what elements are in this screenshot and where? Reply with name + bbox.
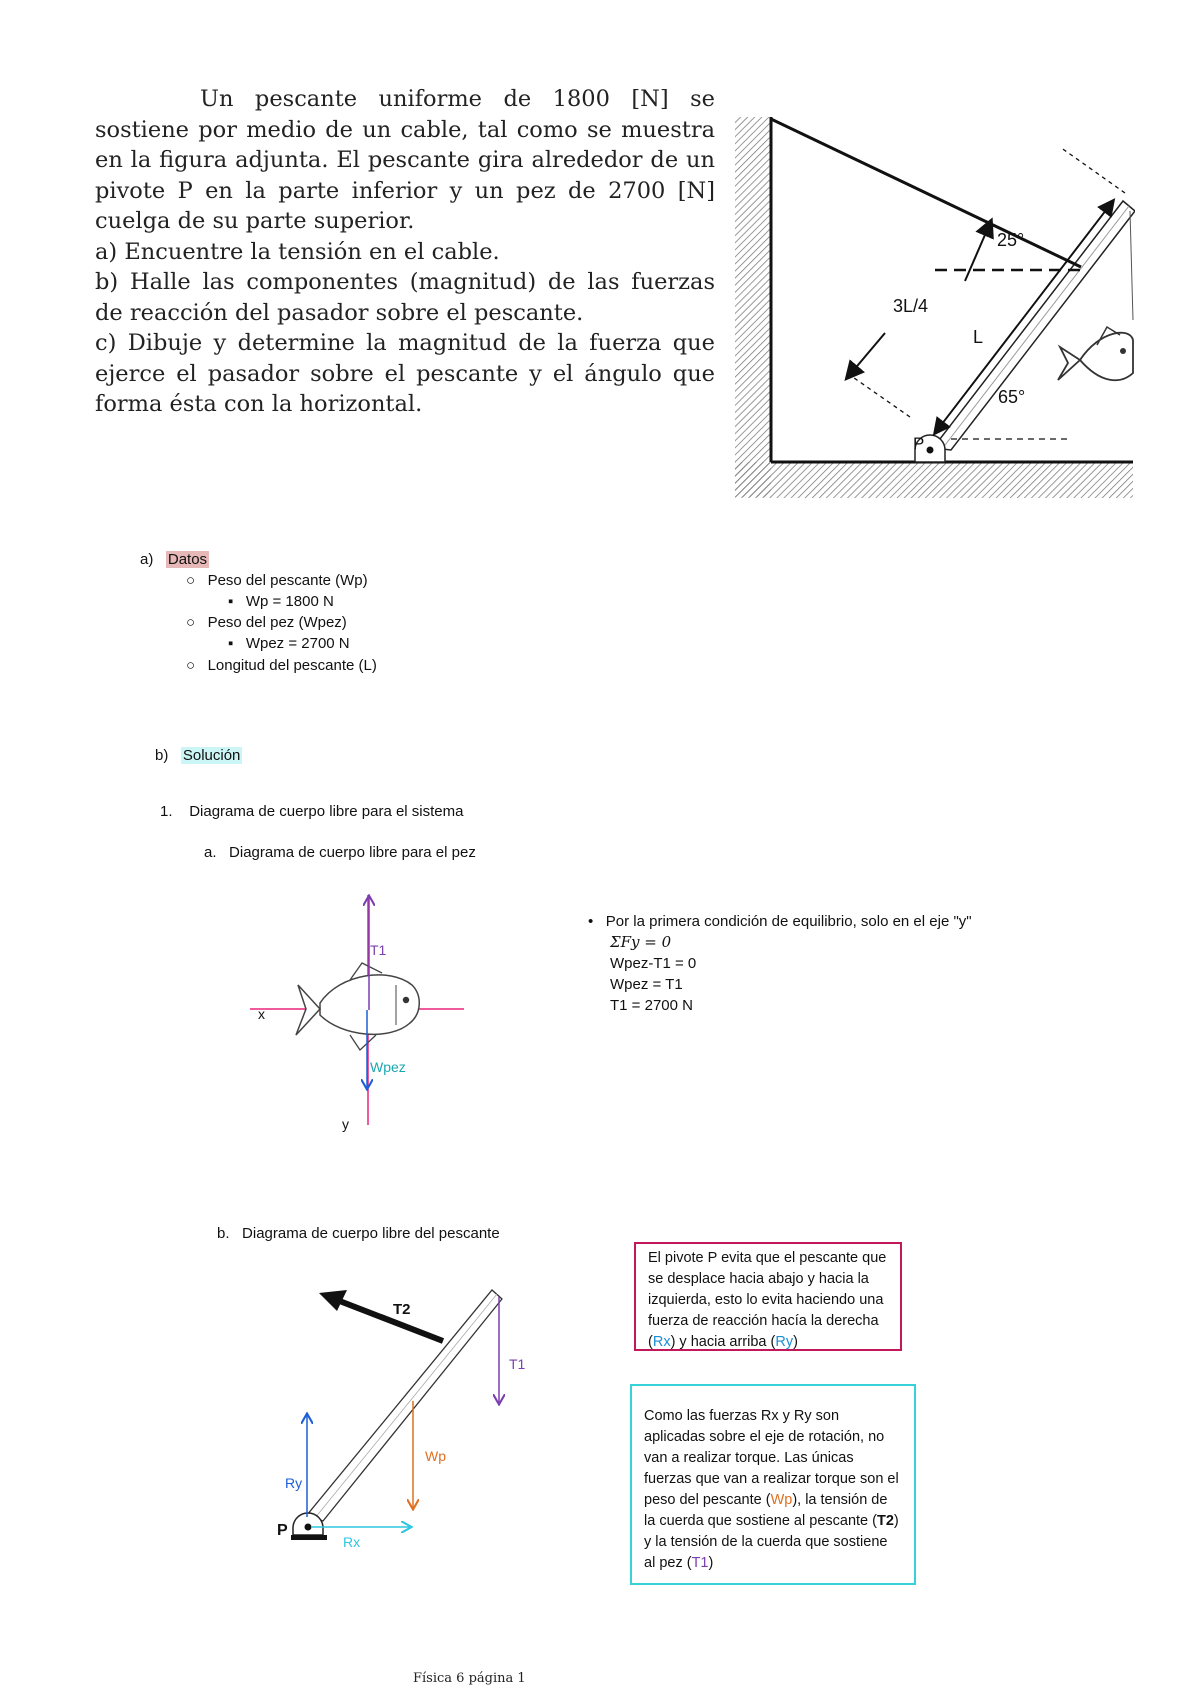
angle-25-label: 25° — [997, 230, 1025, 250]
problem-item-a: a) Encuentre la tensión en el cable. — [95, 238, 500, 265]
boom-fbd — [255, 1285, 545, 1570]
datos-item-2: ○ Peso del pez (Wpez) — [186, 614, 347, 631]
problem-paragraph: Un pescante uniforme de 1800 [N] se sostiene por medio de un cable, tal como se muestra en la figura adjunta. El pescante gira alrededor de un pivote P en la parte inferior y un pez de 2700 [N] cuelga de su parte superior. — [95, 86, 715, 234]
label-y: y — [342, 1116, 349, 1132]
datos-item-1: ○ Peso del pescante (Wp) — [186, 572, 368, 589]
page-footer: Física 6 página 1 — [413, 1671, 526, 1686]
solucion-title: Solución — [182, 747, 241, 764]
floor-hatch — [735, 462, 1133, 498]
angle-65-label: 65° — [998, 387, 1026, 407]
fish-fbd — [250, 885, 480, 1140]
fish-icon — [296, 963, 419, 1050]
eq-3: Wpez = T1 — [610, 976, 683, 993]
step-a: a. Diagrama de cuerpo libre para el pez — [204, 844, 476, 861]
equilibrium-block — [588, 911, 972, 1016]
label-l: L — [973, 327, 984, 347]
wall-hatch — [735, 117, 771, 497]
label-p: P — [913, 434, 925, 453]
pivot-note-box: El pivote P evita que el pescante que se desplace hacia abajo y hacia la izquierda, esto lo evita haciendo una fuerza de reacción hacía la derecha (Rx) y hacia arriba (Ry) — [634, 1242, 902, 1351]
label-wp: Wp — [425, 1448, 446, 1464]
label-t2: T2 — [393, 1301, 411, 1318]
solucion-heading: b) Solución — [155, 747, 241, 764]
step-b: b. Diagrama de cuerpo libre del pescante — [217, 1225, 500, 1242]
label-t1: T1 — [370, 942, 387, 958]
datos-title: Datos — [167, 551, 208, 568]
problem-statement — [95, 84, 715, 420]
eq-sum-fy: ΣFy = 0 — [610, 933, 672, 951]
problem-figure — [735, 115, 1135, 500]
problem-item-c: c) Dibuje y determine la magnitud de la fuerza que ejerce el pasador sobre el pescante y el ángulo que forma ésta con la horizontal. — [95, 330, 715, 417]
eq-4: T1 = 2700 N — [610, 997, 693, 1014]
step-1: 1. Diagrama de cuerpo libre para el sistema — [160, 803, 464, 820]
label-3l4: 3L/4 — [893, 296, 929, 316]
torque-note-box: Como las fuerzas Rx y Ry son aplicadas sobre el eje de rotación, no van a realizar torque. Las únicas fuerzas que van a realizar torque son el peso del pescante (Wp), la tensión de la cuerda que sostiene al pescante (T2) y la tensión de la cuerda que sostiene al pez (T1) — [630, 1384, 916, 1585]
label-ry: Ry — [285, 1475, 303, 1491]
label-t1-boom: T1 — [509, 1356, 526, 1372]
label-p-boom: P — [277, 1522, 288, 1539]
label-wpez: Wpez — [370, 1059, 406, 1075]
problem-item-b: b) Halle las componentes (magnitud) de las fuerzas de reacción del pasador sobre el pescante. — [95, 269, 715, 326]
datos-item-3: ○ Longitud del pescante (L) — [186, 657, 377, 674]
label-rx: Rx — [343, 1534, 361, 1550]
datos-heading: a) Datos — [140, 551, 208, 568]
datos-item-1-value: ▪ Wp = 1800 N — [228, 593, 334, 610]
datos-item-2-value: ▪ Wpez = 2700 N — [228, 635, 350, 652]
eq-2: Wpez-T1 = 0 — [610, 955, 697, 972]
t2-arrow — [337, 1300, 443, 1341]
equilibrium-bullet: • Por la primera condición de equilibrio, solo en el eje "y" — [588, 913, 972, 930]
label-x: x — [258, 1006, 265, 1022]
